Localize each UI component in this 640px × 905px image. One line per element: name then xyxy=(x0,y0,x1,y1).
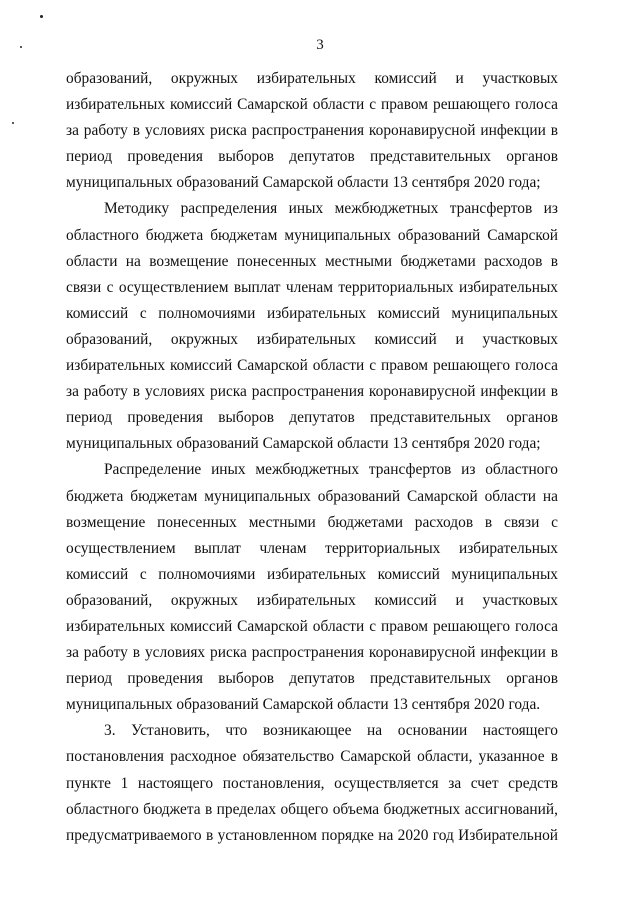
paragraph-clause-3: 3. Установить, что возникающее на основании настоящего постановления расходное обязательство Самарской области, указанное в пункте 1 настоящего постановления, осуществляется за счет средств областного бюджета в пределах общего объема бюджетных ассигнований, предусматриваемого в установленном порядке на 2020 год Избирательной xyxy=(66,722,558,844)
paragraph-continuation: образований, окружных избирательных комиссий и участковых избирательных комиссий Самарской области с правом решающего голоса за работу в условиях риска распространения коронавирусной инфекции в период проведения выборов депутатов представительных органов муниципальных образований Самарской области 13 сентября 2020 года; xyxy=(66,70,558,192)
paragraph-methodology: Методику распределения иных межбюджетных трансфертов из областного бюджета бюджетам муниципальных образований Самарской области на возмещение понесенных местными бюджетами расходов в связи с осуществлением выплат членам территориальных избирательных комиссий с полномочиями избирательных комиссий муниципальных образований, окружных избирательных комиссий и участковых избирательных комиссий Самарской области с правом решающего голоса за работу в условиях риска распространения коронавирусной инфекции в период проведения выборов депутатов представительных органов муниципальных образований Самарской области 13 сентября 2020 года; xyxy=(66,200,558,453)
scan-speck xyxy=(40,15,43,18)
paragraph-distribution: Распределение иных межбюджетных трансфертов из областного бюджета бюджетам муниципальных образований Самарской области на возмещение понесенных местными бюджетами расходов в связи с осуществлением выплат членам территориальных избирательных комиссий с полномочиями избирательных комиссий муниципальных образований, окружных избирательных комиссий и участковых избирательных комиссий Самарской области с правом решающего голоса за работу в условиях риска распространения коронавирусной инфекции в период проведения выборов депутатов представительных органов муниципальных образований Самарской области 13 сентября 2020 года. xyxy=(66,461,558,714)
document-body xyxy=(66,66,558,849)
page-number: 3 xyxy=(316,37,324,53)
scan-speck xyxy=(12,122,14,124)
